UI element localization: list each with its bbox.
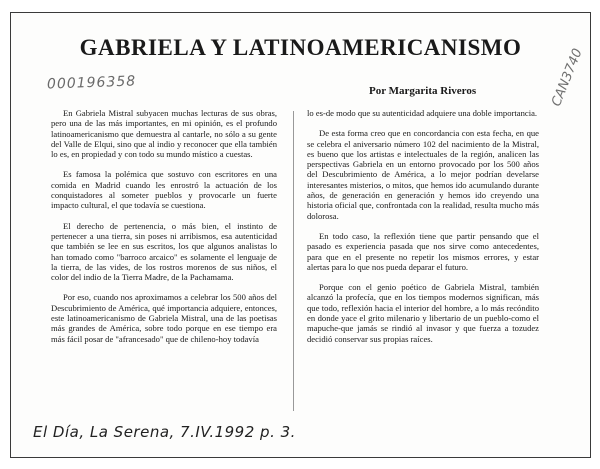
column-divider — [293, 111, 294, 411]
handwritten-archive-code: 000196358 — [46, 73, 137, 93]
paragraph: En Gabriela Mistral subyacen muchas lecturas de sus obras, pero una de las más importantes, en mi opinión, es el profundo latinoamericanismo que demuestra al cantarle, no sólo a su gente del Valle de Elqui, sino que al indio y reconocer que ella también lo es, en propiedad y con todo su mundo místico a cuestas. — [51, 108, 277, 160]
paragraph: Por eso, cuando nos aproximamos a celebrar los 500 años del Descubrimiento de América, qué importancia adquiere, entonces, este latinoamericanismo de Gabriela Mistral, una de las poetisas más grandes de América, sobre todo porque en ese tiempo era más fácil posar de "afrancesado" que de chileno-hoy todavía — [51, 292, 277, 344]
paragraph: Porque con el genio poético de Gabriela Mistral, también alcanzó la profecía, que en los tiempos modernos significan, más que todo, reflexión hacia el interior del hombre, a lo más recóndito en donde yace el grito milenario y libertario de un pueblo-como el mapuche-que jamás se rindió al invasor y que fuerza a tozudez decidió conservar sus propias raíces. — [307, 282, 539, 344]
paragraph: lo es-de modo que su autenticidad adquiere una doble importancia. — [307, 108, 538, 118]
article-title: GABRIELA Y LATINOAMERICANISMO — [79, 35, 522, 60]
handwritten-margin-note: CAN3740 — [549, 46, 586, 109]
paragraph: El derecho de pertenencia, o más bien, el instinto de pertenecer a una tierra, sin poses ni arribismos, esa autenticidad que también se lee en sus escritos, los que algunos analistas lo han tomado como "barroco arcaico" es solamente el lenguaje de la tierra, de las vides, de los rostros morenos de sus niños, el color del indio de la Tierra Madre, de la Pachamama. — [51, 220, 277, 283]
article-byline: Por Margarita Riveros — [369, 85, 477, 97]
article-left-column — [51, 108, 277, 354]
newspaper-clipping — [10, 12, 591, 458]
paragraph: De esta forma creo que en concordancia con esta fecha, en que se celebra el aniversario número 102 del nacimiento de la Mistral, es bueno que los artistas e intelectuales de la región, analicen las perspectivas Gabriela en un entorno provocado por los 500 años del Descubrimiento de América, a lo mejor podrían develarse interesantes misterios, o mitos, que hemos ido acumulando durante años, de generación en generación y hemos ido creyendo una historia oficial que, confrontada con la realidad, resulta mucho más dolorosa. — [307, 128, 539, 221]
handwritten-source-citation: El Día, La Serena, 7.IV.1992 p. 3. — [33, 423, 296, 441]
paragraph: En todo caso, la reflexión tiene que partir pensando que el pasado es experiencia pasada que nos sirve como antecedentes, para que en el presente no repetir los mismos errores, y estar alertas para lo que nos pueda deparar el futuro. — [307, 230, 539, 272]
article-right-column — [307, 108, 539, 354]
paragraph: Es famosa la polémica que sostuvo con escritores en una comida en Madrid cuando les enrostró la actuación de los conquistadores al someter pueblos y provocarle un fuerte impacto cultural, el que todavía se cuestiona. — [51, 169, 277, 211]
